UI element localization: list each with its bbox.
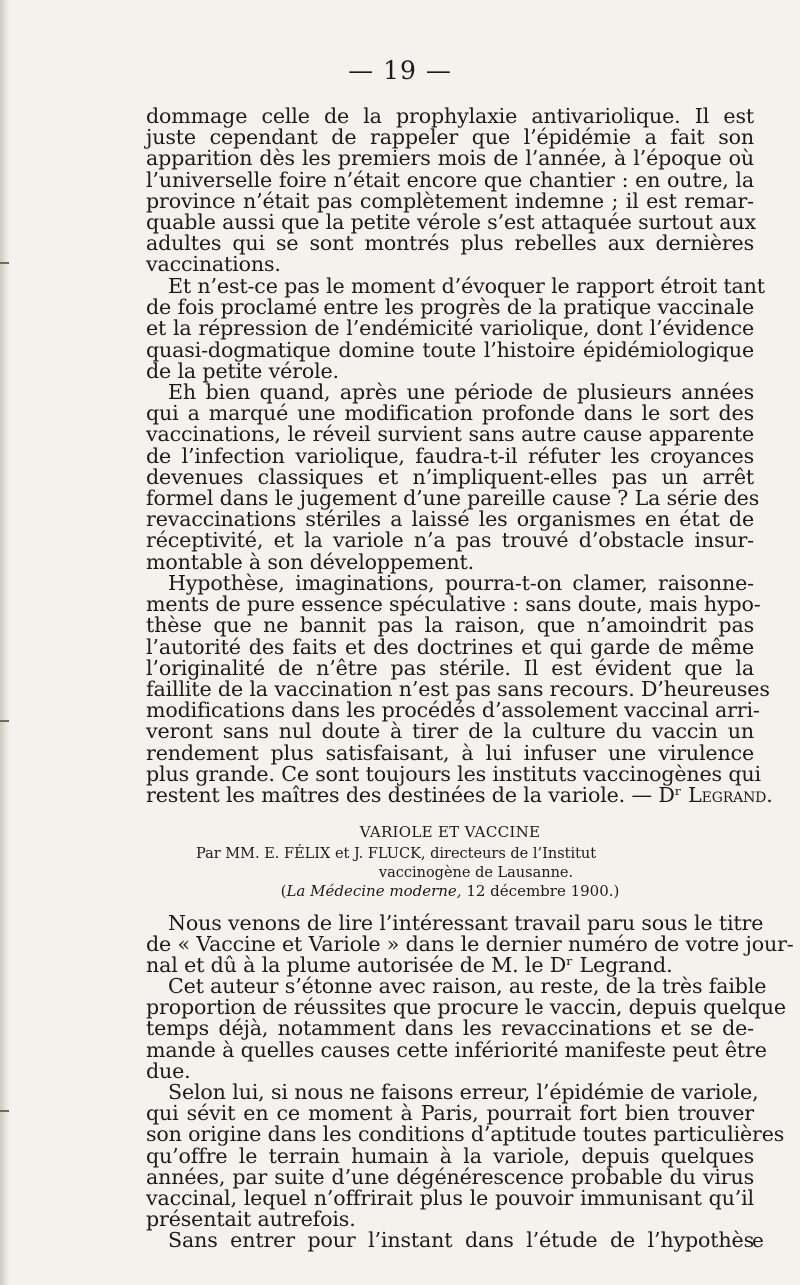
paragraph-5: [146, 911, 794, 978]
text-line: province n’était pas complètement indemne ; il est remar-: [146, 188, 754, 213]
paragraph-6: [146, 974, 786, 1083]
binding-edge: [0, 0, 10, 1285]
text-line: vaccinations.: [146, 252, 281, 277]
text-line: Et n’est-ce pas le moment d’évoquer le rapport étroit tant: [168, 274, 765, 298]
text-line: temps déjà, notamment dans les revaccinations et se de-: [146, 1016, 754, 1041]
text-line: juste cependant de rappeler que l’épidémie a fait son: [146, 125, 754, 150]
article-byline: [196, 845, 756, 883]
text-line: modifications dans les procédés d’assolement vaccinal arri-: [146, 698, 760, 723]
paragraph-2: [146, 274, 765, 383]
text-line: Eh bien quand, après une période de plusieurs années: [168, 380, 754, 404]
text-line: ments de pure essence spéculative : sans doute, mais hypo-: [146, 592, 761, 617]
text-line: années, par suite d’une dégénérescence probable du virus: [146, 1164, 754, 1189]
signature: [658, 783, 772, 807]
edge-mark: [0, 262, 9, 264]
byline-authors: Par MM. E. FÉLIX et J. FLUCK, directeurs de l’Institut: [196, 846, 597, 862]
article-title: VARIOLE ET VACCINE: [359, 823, 541, 841]
text-line: rendement plus satisfaisant, à lui infuser une virulence: [146, 740, 754, 765]
paragraph-7: [146, 1080, 785, 1232]
text-line: devenues classiques et n’impliquent-elles pas un arrêt: [146, 464, 754, 489]
signature-name: Legrand.: [688, 782, 773, 807]
text-line: qui a marqué une modification profonde dans le sort des: [146, 401, 754, 426]
text-line: due.: [146, 1058, 191, 1083]
text-line: veront sans nul doute à tirer de la culture du vaccin un: [146, 719, 754, 744]
text-line: Selon lui, si nous ne faisons erreur, l’épidémie de variole,: [168, 1080, 759, 1104]
source-journal: La Médecine moderne,: [286, 882, 462, 900]
text-line: de « Vaccine et Variole » dans le dernier numéro de votre jour-: [146, 932, 794, 957]
text-line: vaccinations, le réveil survient sans autre cause apparente: [146, 422, 754, 447]
text-line: mande à quelles causes cette infériorité manifeste peut être: [146, 1037, 767, 1062]
text-line: l’autorité des faits et des doctrines et qui garde de même: [146, 634, 754, 659]
paragraph-8: [146, 1230, 754, 1251]
text-line: l’originalité de n’être pas stérile. Il est évident que la: [146, 655, 754, 680]
text-line: Cet auteur s’étonne avec raison, au reste, de la très faible: [168, 974, 767, 998]
paragraph-4: [146, 571, 773, 807]
text-line: réceptivité, et la variole n’a pas trouvé d’obstacle insur-: [146, 528, 754, 553]
text-line: apparition dès les premiers mois de l’année, à l’époque où: [146, 146, 754, 171]
text-line: l’universelle foire n’était encore que chantier : en outre, la: [146, 167, 754, 192]
text-fragment: restent les maîtres des destinées de la variole. —: [146, 782, 652, 807]
byline-institution: vaccinogène de Lausanne.: [378, 865, 574, 881]
text-line: formel dans le jugement d’une pareille cause ? La série des: [146, 485, 760, 510]
source-date: 12 décembre 1900.): [461, 882, 620, 900]
paragraph-1: [146, 104, 757, 277]
paragraph-3: [146, 380, 760, 574]
text-line: et la répression de l’endémicité variolique, dont l’évidence: [146, 316, 754, 341]
text-line: quasi-dogmatique domine toute l’histoire épidémiologique: [146, 337, 754, 362]
text-line: qui sévit en ce moment à Paris, pourrait fort bien trouver: [146, 1101, 754, 1126]
text-line: Sans entrer pour l’instant dans l’étude de l’hypothès: [168, 1228, 754, 1252]
text-line: plus grande. Ce sont toujours les instituts vaccinogènes qui: [146, 761, 761, 786]
text-line: nal et dû à la plume autorisée de M. le Dʳ Legrand.: [146, 953, 673, 978]
text-line: de l’infection variolique, faudra-t-il réfuter les croyances: [146, 443, 754, 468]
signature-prefix: Dʳ: [658, 782, 689, 807]
page-number: — 19 —: [348, 56, 452, 85]
text-line: son origine dans les conditions d’aptitude toutes particulières: [146, 1122, 785, 1147]
text-line: dommage celle de la prophylaxie antivariolique. Il est: [146, 104, 754, 128]
text-line: revaccinations stériles a laissé les organismes en état de: [146, 507, 754, 532]
text-line: Hypothèse, imaginations, pourra-t-on clamer, raisonne-: [168, 571, 754, 595]
text-line: adultes qui se sont montrés plus rebelles aux dernières: [146, 231, 754, 256]
source-open: (: [280, 882, 287, 900]
text-line: thèse que ne bannit pas la raison, que n’amoindrit pas: [146, 613, 754, 638]
edge-mark: [0, 720, 9, 722]
text-line: quable aussi que la petite vérole s’est attaquée surtout aux: [146, 209, 757, 234]
text-line: Nous venons de lire l’intéressant travail paru sous le titre: [168, 911, 764, 935]
text-line: de la petite vérole.: [146, 358, 339, 383]
text-line-with-signature: [146, 782, 773, 807]
edge-letter: e: [752, 1228, 764, 1252]
text-line: montable à son développement.: [146, 549, 475, 574]
text-line: faillite de la vaccination n’est pas sans recours. D’heureuses: [146, 676, 770, 701]
text-line: proportion de réussites que procure le vaccin, depuis quelque: [146, 995, 786, 1020]
edge-mark: [0, 1110, 9, 1112]
text-line: de fois proclamé entre les progrès de la pratique vaccinale: [146, 295, 754, 320]
text-line: présentait autrefois.: [146, 1207, 356, 1232]
text-line: vaccinal, lequel n’offrirait plus le pouvoir immunisant qu’il: [146, 1185, 754, 1210]
text-line: qu’offre le terrain humain à la variole, depuis quelques: [146, 1143, 754, 1168]
article-source: [146, 882, 754, 900]
